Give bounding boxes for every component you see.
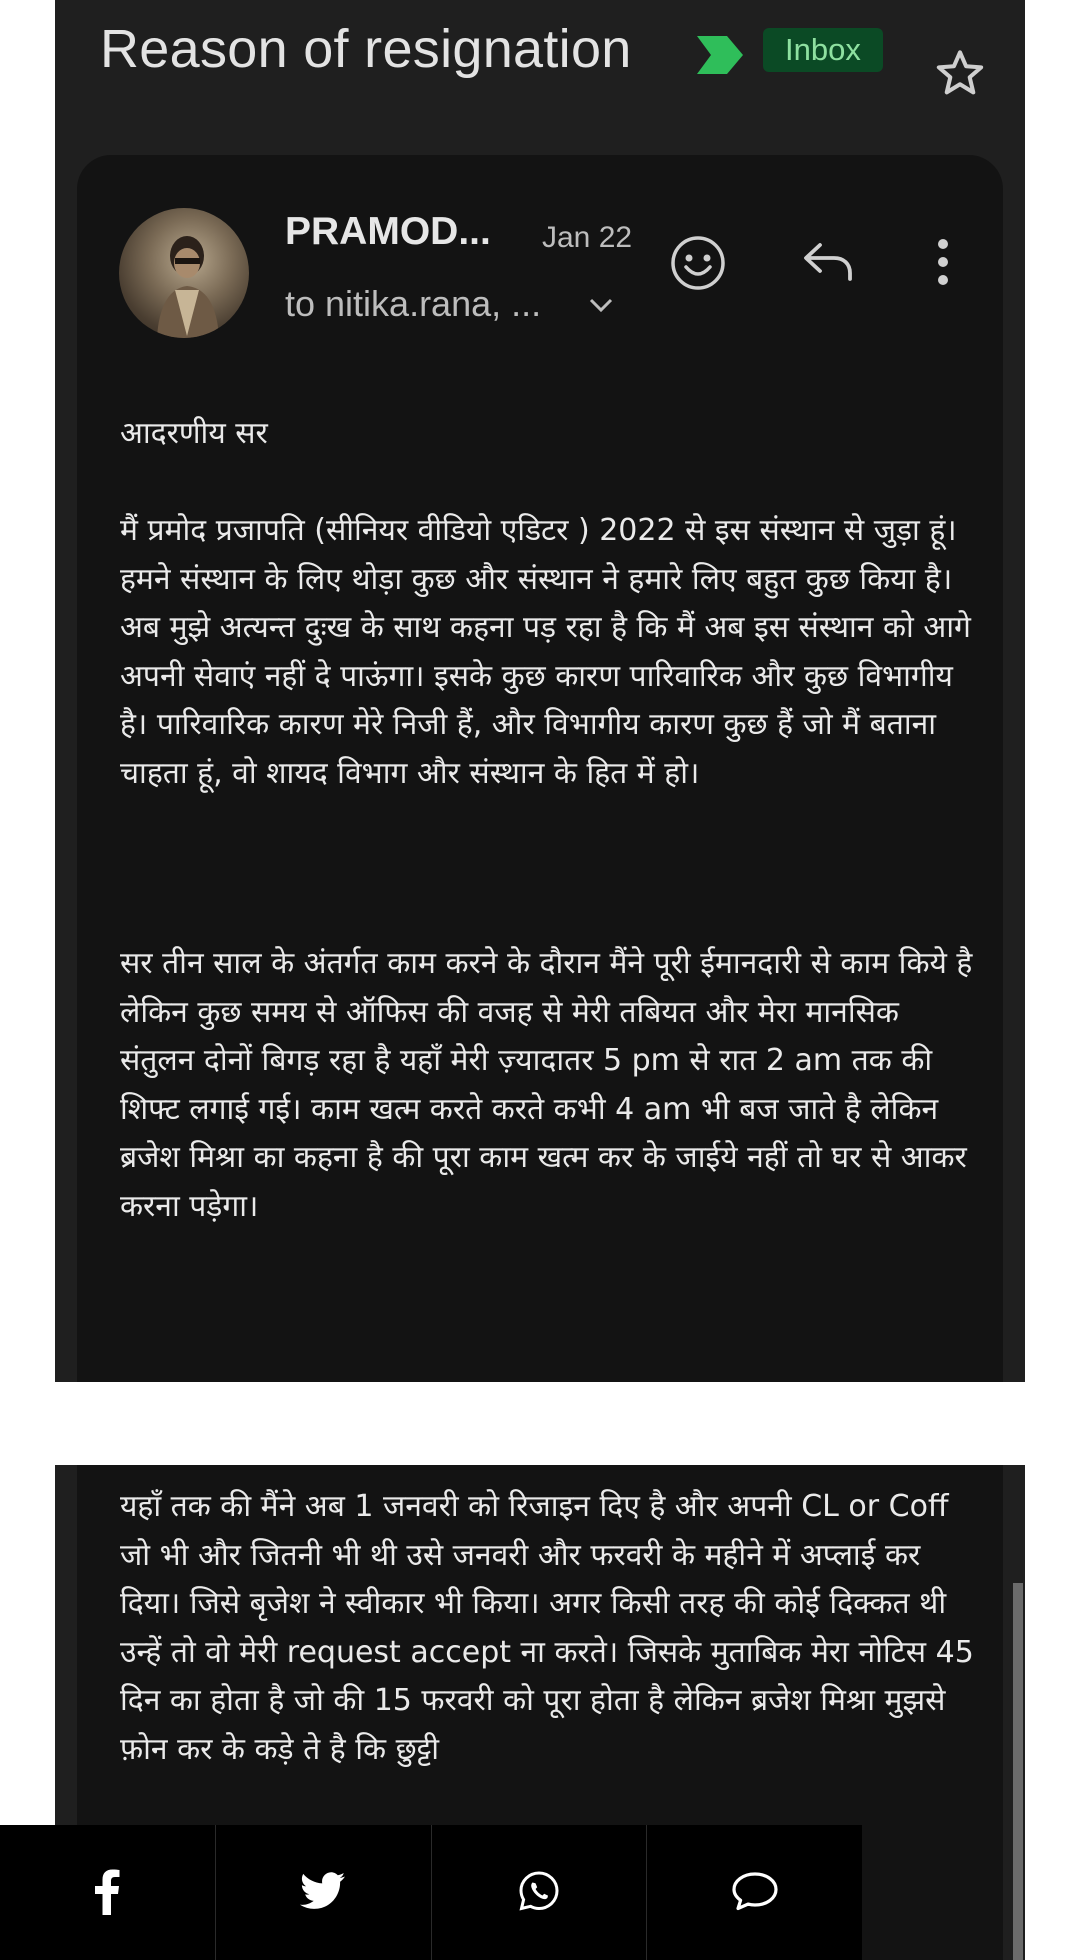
recipients[interactable]: to nitika.rana, ...	[285, 283, 542, 324]
reply-icon[interactable]	[802, 239, 854, 287]
emoji-reaction-icon[interactable]	[670, 235, 726, 295]
more-vertical-icon[interactable]	[934, 237, 952, 291]
message-date: Jan 22	[542, 221, 633, 254]
avatar[interactable]	[119, 208, 249, 338]
important-marker-icon	[695, 34, 745, 80]
scrollbar[interactable]	[1013, 1583, 1023, 1960]
whatsapp-share-button[interactable]	[432, 1825, 648, 1960]
star-icon[interactable]	[932, 46, 988, 104]
sender-name[interactable]: PRAMOD...	[285, 210, 491, 253]
twitter-icon	[300, 1872, 346, 1914]
facebook-share-button[interactable]	[0, 1825, 216, 1960]
facebook-icon	[93, 1867, 121, 1919]
comment-icon	[731, 1871, 779, 1915]
email-panel-top	[55, 0, 1025, 1382]
email-paragraph: यहाँ तक की मैंने अब 1 जनवरी को रिजाइन दिए है और अपनी CL or Coff जो भी और जितनी भी थी उसे जनवरी और फरवरी के महीने में अप्लाई कर दिया। जिसे बृजेश ने स्वीकार भी किया। अगर किसी तरह की कोई दिक्कत थी उन्हें तो वो मेरी request accept ना करते। जिसके मुताबिक मेरा नोटिस 45 दिन का होता है जो की 15 फरवरी को पूरा होता है लेकिन ब्रजेश मिश्रा मुझसे फ़ोन कर के कड़े ते है कि छुट्टी	[120, 1489, 974, 1767]
message-card	[77, 155, 1003, 1382]
share-bar	[0, 1825, 862, 1960]
email-paragraph: मैं प्रमोद प्रजापति (सीनियर वीडियो एडिटर ) 2022 से इस संस्थान से जुड़ा हूं। हमने संस्थान के लिए थोड़ा कुछ और संस्थान ने हमारे लिए बहुत कुछ किया है। अब मुझे अत्यन्त दुःख के साथ कहना पड़ रहा है कि मैं अब इस संस्थान को आगे अपनी सेवाएं नहीं दे पाऊंगा। इसके कुछ कारण पारिवारिक और कुछ विभागीय है। पारिवारिक कारण मेरे निजी हैं, और विभागीय कारण कुछ हैं जो मैं बताना चाहता हूं, वो शायद विभाग और संस्थान के हित में हो।	[120, 513, 971, 791]
comment-share-button[interactable]	[647, 1825, 862, 1960]
whatsapp-icon	[517, 1869, 561, 1917]
chevron-down-icon[interactable]	[587, 295, 615, 319]
inbox-label[interactable]: Inbox	[763, 28, 883, 72]
email-paragraph: सर तीन साल के अंतर्गत काम करने के दौरान मैंने पूरी ईमानदारी से काम किये है लेकिन कुछ समय से ऑफिस की वजह से मेरी तबियत और मेरा मानसिक संतुलन दोनों बिगड़ रहा है यहाँ मेरी ज़्यादातर 5 pm से रात 2 am तक की शिफ्ट लगाई गई। काम खत्म करते करते कभी 4 am भी बज जाते है लेकिन ब्रजेश मिश्रा का कहना है की पूरा काम खत्म कर के जाईये नहीं तो घर से आकर करना पड़ेगा।	[120, 946, 973, 1224]
twitter-share-button[interactable]	[216, 1825, 432, 1960]
email-greeting: आदरणीय सर	[120, 416, 268, 451]
email-subject: Reason of resignation	[100, 19, 632, 79]
